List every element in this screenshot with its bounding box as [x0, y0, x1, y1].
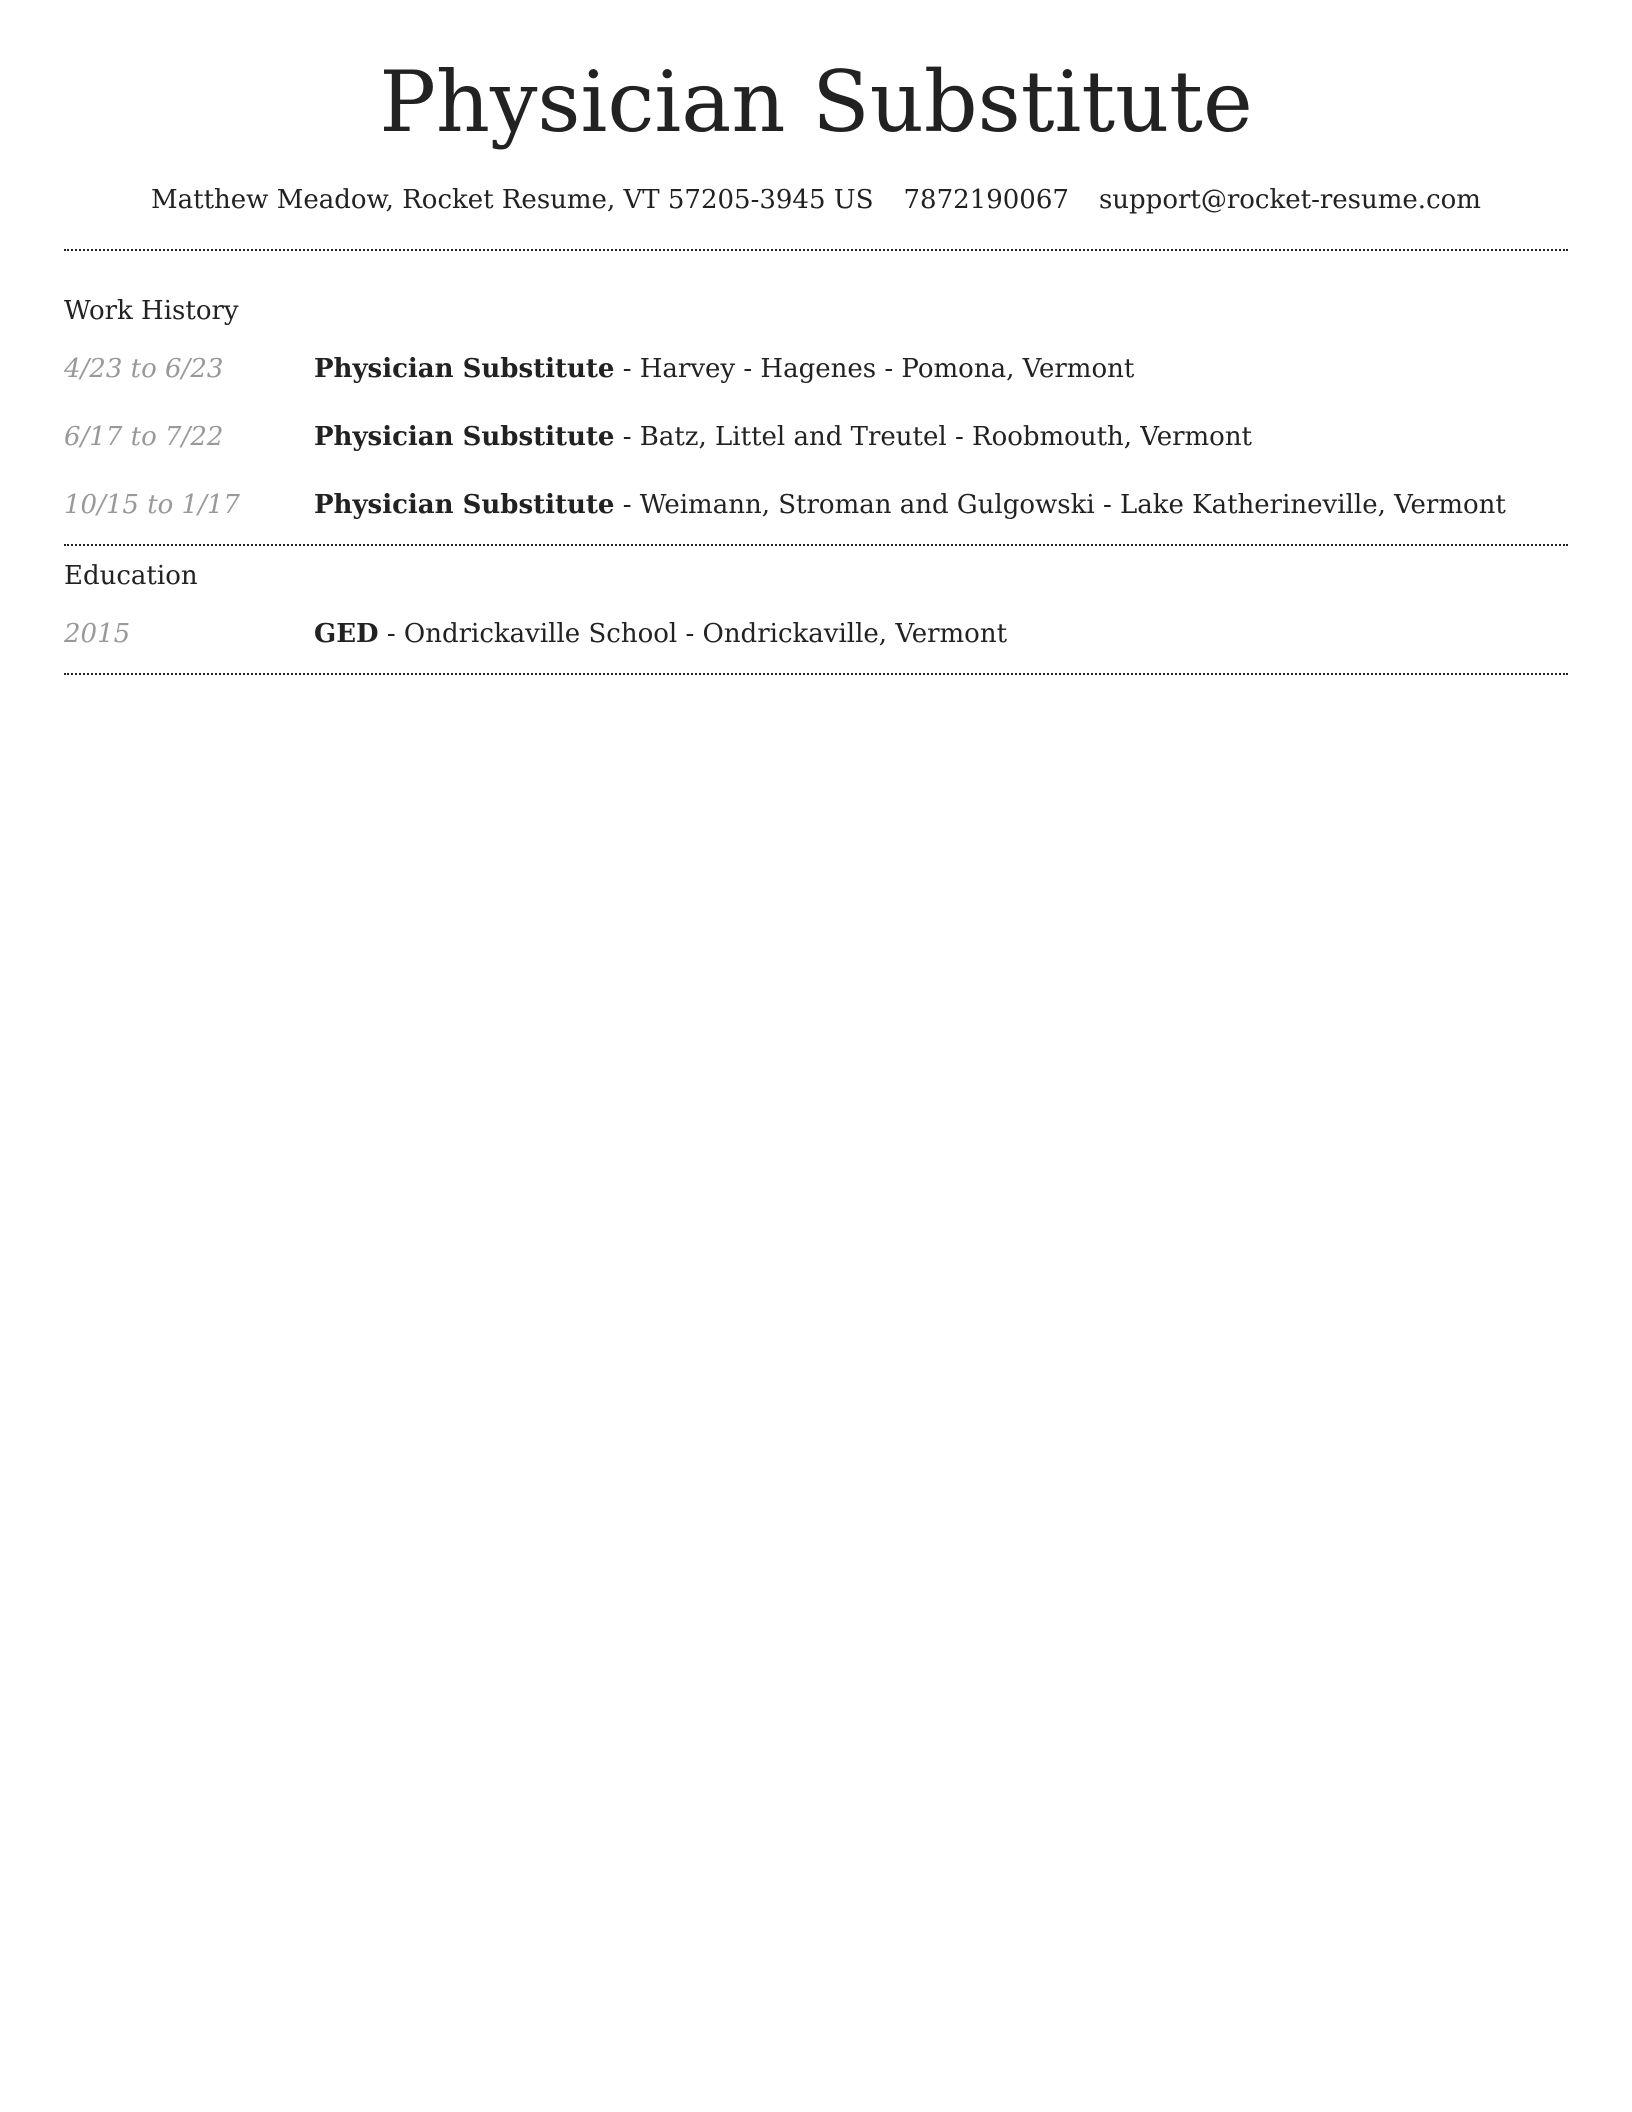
- work-history-role: Physician Substitute: [314, 422, 615, 452]
- work-history-role: Physician Substitute: [314, 354, 615, 384]
- education-section: [64, 558, 1568, 675]
- work-history-heading: Work History: [64, 296, 239, 326]
- resume-page: [64, 0, 1568, 675]
- education-heading: Education: [64, 561, 198, 591]
- work-history-entry: [314, 419, 1252, 455]
- work-history-entry: [314, 487, 1506, 523]
- section-divider: [64, 544, 1568, 546]
- work-history-entry: [314, 351, 1134, 387]
- education-item: [64, 616, 1568, 652]
- work-history-item: [64, 351, 1568, 387]
- resume-title: Physician Substitute: [379, 53, 1253, 151]
- work-history-item: [64, 419, 1568, 455]
- contact-email: support@rocket-resume.com: [1098, 185, 1481, 215]
- work-history-details: - Harvey - Hagenes - Pomona, Vermont: [614, 354, 1135, 384]
- work-history-details: - Batz, Littel and Treutel - Roobmouth, Vermont: [614, 422, 1253, 452]
- section-divider: [64, 673, 1568, 675]
- work-history-dates: 10/15 to 1/17: [64, 490, 240, 520]
- education-dates: 2015: [64, 619, 131, 649]
- work-history-dates: 6/17 to 7/22: [64, 422, 224, 452]
- work-history-dates: 4/23 to 6/23: [64, 354, 224, 384]
- work-history-section: [64, 293, 1568, 546]
- work-history-role: Physician Substitute: [314, 490, 615, 520]
- education-degree: GED: [314, 619, 379, 649]
- header-divider: [64, 249, 1568, 251]
- contact-address: Matthew Meadow, Rocket Resume, VT 57205-3945 US: [151, 185, 874, 215]
- contact-line: [64, 182, 1568, 218]
- education-entry: [314, 616, 1007, 652]
- contact-phone: 7872190067: [903, 185, 1069, 215]
- work-history-item: [64, 487, 1568, 523]
- work-history-details: - Weimann, Stroman and Gulgowski - Lake Katherineville, Vermont: [614, 490, 1506, 520]
- education-details: - Ondrickaville School - Ondrickaville, Vermont: [378, 619, 1008, 649]
